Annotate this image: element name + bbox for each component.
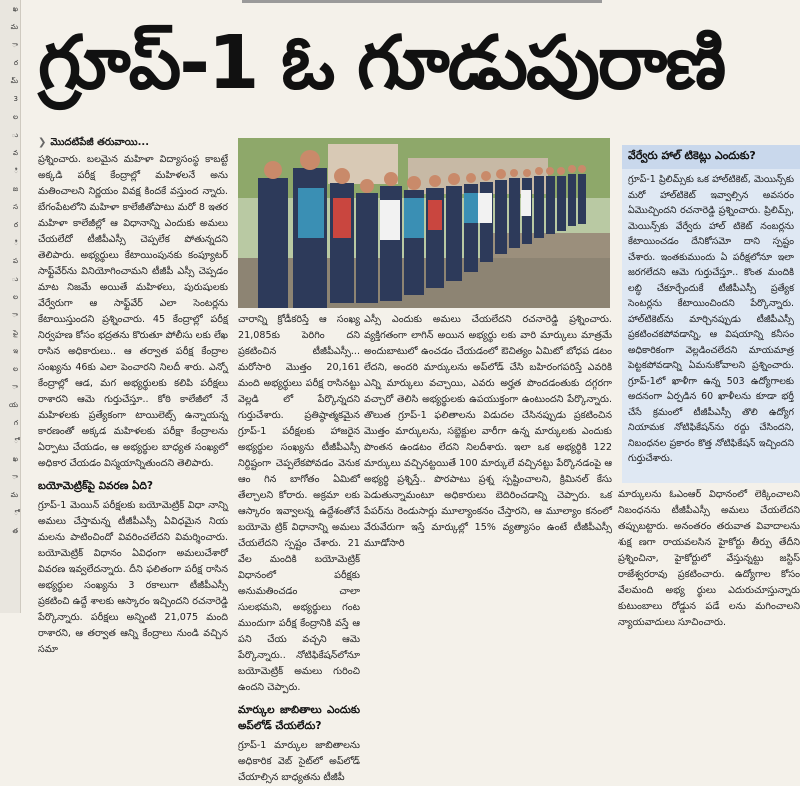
continued-kicker [38,136,149,150]
left-strip-fragment: ు [11,275,18,283]
sidebar-box-body: గ్రూప్-1 ప్రిలిమ్స్‌కు ఒక హాల్‌టికెట్, మెయిన్స్‌కు మరో హాల్‌టికెట్ ఇవ్వాల్సిన అవసరం ఏమొచ్చిందని రచనారెడ్డి ప్రశ్నించారు. ప్రిలిమ్స్, మెయిన్స్‌కు వేర్వేరు హాల్ టికెట్ నంబర్లను కేటాయించడం దేనికోసమో దాని స్పష్టం చేశారు. ఇంతకుముందు ఏ పరీక్షలోనూ ఇలా జరగలేదని ఆమె గుర్తుచేస్తూ.. కొంత మందికి లబ్ధి చేకూర్చేందుకే టీజీపీఎస్సీ ప్రత్యేక సెంటర్లను కేటాయించిందని పేర్కొన్నారు. హాల్‌టికెట్‌ను మార్చినప్పుడు టీజీపీఎస్సీ ప్రకటించకపోవడాన్ని, ఆ విషయాన్ని కనీసం అధికారికంగా వెల్లడించలేదని మాయమాత్ర పెట్టకపోవడాన్ని ఏమనుకోవాలని ప్రశ్నించారు. గ్రూప్-1లో ఖాళీగా ఉన్న 503 ఉద్యోగాలకు అదనంగా ఏర్పడిన 60 ఖాళీలను కూడా భర్తీ చేసే క్రమంలో టీజీపీఎస్సీ తొలి ఉద్యోగ నియామక నోటిఫికేషన్‌ను రద్దు చేసిందని, నిబంధనల ప్రకారం కొత్త నోటిఫికేషన్ ఇచ్చిందని గుర్తుచేశారు. [628,174,794,464]
left-strip-fragment: ఇ [13,347,18,355]
top-rule [242,0,602,3]
left-strip-fragment: 3 [13,95,18,103]
left-strip-fragment: త [12,527,18,535]
left-strip-fragment: మ [10,23,18,31]
sidebar-box-title: వేర్వేరు హాల్ టికెట్లు ఎందుకు? [622,145,800,169]
headline: గ్రూప్-1 ఓ గూడుపురాణి [38,20,725,106]
subheading-biometric: బయోమెట్రిక్‌పై వివరణ ఏది? [38,480,154,492]
left-strip-fragment: య [8,401,18,409]
article-column-3 [364,312,612,612]
left-strip-fragment: ల [13,113,18,121]
arrow-icon: ❯ [38,137,47,148]
kicker-text: మొదటిపేజీ తరువాయి... [50,137,150,148]
left-strip-fragment: ో [13,437,18,445]
paragraph: గ్రూప్-1 మెయిన్ పరీక్షలకు బయోమెట్రిక్ విధా నాన్ని అమలు చేస్తామన్న టీజీపీఎస్సీ ఏవిధమైన నియ మలను పాటించిందో వివరించలేదని విమర్శించారు. బయోమెట్రిక్ విధానం ఏవిధంగా అమలుచేశారో వివరణ ఇవ్వలేదన్నారు. దీని ఫలితంగా పరీక్ష రాసిన అభ్యర్థుల సంఖ్యను 3 రకాలుగా టీజీపీఎస్సీ ప్రకటించి ఉద్దే శాలకు ఆస్కారం ఇచ్చిందని రచనారెడ్డి పేర్కొన్నారు. పరీక్షలు అన్నింటి 21,075 మంది రాశారని, ఆ తర్వాత ఆన్ని కేంద్రాలు నుండి వచ్చిన సమా [38,500,228,655]
photo-illustration [238,138,610,308]
sidebar-box-hall-tickets [622,145,800,483]
left-strip-fragment: ా [12,383,18,391]
left-strip-fragment: జ [12,185,18,193]
article-column-5 [618,487,800,628]
article-column-2 [238,312,360,783]
left-strip-fragment: మ్ [10,77,18,85]
left-strip-fragment: ఖ [12,455,18,463]
left-strip-fragment: గ [13,419,18,427]
left-strip-fragment: ా [12,311,18,319]
paragraph: ఎస్సీ ఎందుకు అమలు చేయలేదని రచనారెడ్డి ప్రశ్నించారు. వ్యక్తిగతంగా లాగిన్ అయిన అభ్యర్థు లకు వారి మార్కులు మాత్రమే అందుబాటులో ఉంచడం చేయడంలో ఔచిత్యం ఏమిటో బోధప డటం లేదని, అందరి మార్కులను అప్‌లోడ్ చేసి బహిరంగపరిస్తే ఎవరికి ఎన్ని మార్కులు వచ్చాయి, ఎవరు అర్హత పొందడంతుకు దగ్గరగా వచ్చారో తెలిసి అభ్యర్థులకు ఉపయుక్తంగా ఉంటుందని పేర్కొన్నారు. తొలుత గ్రూప్-1 ఫలితాలను విడుదల చేసినప్పుడు ప్రకటించిన మొత్తం మార్కులను, సబ్జెక్టుల వారీగా ఉన్న మార్కులకు ఎందుకు పొంతన ఉండటం లేదని నిలదీశారు. ఇలా ఒక అభ్యర్థికి 122 మార్కులు వచ్చినట్టయితే 100 మార్కులే వచ్చినట్టు పేర్కొనడంపై ఆ అభ్యర్థి ప్రశ్నిస్తే.. పొరపాటు ప్రశ్న స్పష్టించాలని, క్రిమినల్ కేసు పెడుతున్నామంటూ అధికారులు బెదిరించడాన్ని చెప్పారు. ఒక పేపర్‌ను రెండుసార్లు మూల్యాంకనం చేస్తారని, ఆ మూల్యాం కనంలో వేరువేరుగా ఇస్తే మార్కుల్లో 15% వ్యత్యాసం ఉంటే టీజీపీఎస్సీ మూడోసారి [364,314,612,549]
left-strip-fragment: మ [10,491,18,499]
left-strip-fragment: ి [13,239,18,247]
left-strip-fragment: స [13,203,18,211]
left-strip-fragment: ి [13,167,18,175]
article-column-1 [38,152,228,655]
left-strip-fragment: ల [13,293,18,301]
news-photo-candidates-queue [238,138,610,308]
left-strip-fragment: ర [13,221,18,229]
left-strip-fragment: ల [13,365,18,373]
paragraph: గ్రూప్-1 మార్కుల జాబితాలను అధికారిక వెబ్ సైట్‌లో అప్‌లోడ్ చేయాల్సిన బాధ్యతను టీజీపీ [238,740,360,783]
left-strip-fragment: ు [11,131,18,139]
paragraph: మార్కులను ఓఎంఆర్ విధానంలో లెక్కించాలని నిబంధనను టీజీపీఎస్సీ అమలు చేయలేదని తప్పుబట్టారు. అనంతరం తరువాత వివాదాలను శుక్ష ణగా రాయవలసిన హైకోర్టు తీర్పు తేదీని ప్రశ్నించినా, హైకోర్టులో వేస్తున్నట్టు జస్టిస్ రాజేశ్వరరావు ప్రకటించారు. ఉద్యోగాల కోసం వేలమంది అభ్య ర్థులు ఎదురుచూస్తున్నారు కుటుంబాలు రోడ్డున పడే లను మగించాలని న్యాయవాదులు సూచించారు. [618,489,800,628]
left-column-fragment [0,0,21,613]
left-strip-fragment: ా [12,41,18,49]
left-strip-fragment: ో [13,509,18,517]
left-strip-fragment: ఖ [12,5,18,13]
left-strip-fragment: పై [13,329,18,337]
left-strip-fragment: ర [13,59,18,67]
left-strip-fragment: ప [13,257,18,265]
left-strip-fragment: ా [12,473,18,481]
subheading-marks-list: మార్కుల జాబితాలు ఎందుకు అప్‌లోడ్ చేయలేదు? [238,704,360,732]
left-strip-fragment: వ [13,149,18,157]
paragraph: చారాన్ని క్రోడీకరిస్తే ఆ సంఖ్య 21,085కు పెరిగిం దని ప్రకటించిన టీజీపీఎస్సీ... మరోసారి మొత్తం 20,161 మంది అభ్యర్థులు పరీక్ష రాసినట్టు వెల్లడి లో పేర్కొన్నదని గుర్తుచేశారు. ప్రతిష్ఠాత్మకమైన గ్రూప్-1 పరీక్షలకు హాజరైన అభ్యర్థుల సంఖ్యను టీజీపీఎస్సీ నిర్దిష్టంగా చెప్పలేకపోవడం వెనుక ఆం గిన బాగోతం ఏమిటో తేల్చాలని కోరారు. అక్రమా లకు ఆస్కారం ఇవ్వాలన్న ఉద్దేశంతోనే బయోమె ట్రిక్ విధానాన్ని అమలు చేయలేదని స్పష్టం చేశారు. 21 వేల మందికి బయోమెట్రిక్ విధానంలో పరీక్షకు అనుమతించడం చాలా సులభమని, అభ్యర్థులు గంట ముందుగా పరీక్ష కేంద్రానికి వస్తే ఆ పని చేయ వచ్చని ఆమె పేర్కొన్నారు.. నోటిఫికేషన్‌లోనూ బయోమెట్రిక్ అమలు గురించి ఉందని చెప్పారు. [238,314,360,693]
paragraph: ప్రశ్నించారు. బలమైన మహిళా విద్యాసంస్థ కాబట్టే అక్కడి పరీక్ష కేంద్రాల్లో మహిళలనే అను మతించాలని నిర్ణయం వివక్ష కిందకే వస్తుంద న్నారు. బేగంపేటలోని మహిళా కాలేజీతోపాటు మరో 8 ఇతర మహిళా కాలేజీల్లో ఆ విధానాన్ని ఎందుకు అమలు చేయలేదో టీజీపీఎస్సీ చెప్పలేక పోతున్నదని తెలిపారు. అభ్యర్థులు కేటాయింపునకు కంప్యూటర్ సాఫ్ట్‌వేర్‌ను వినియోగించామని టీజీపీ ఎస్సీ చెప్పడం మాట నిజమే అయితే మహిళలు, పురుషులకు వేర్వేరుగా ఆ సాఫ్ట్‌వేర్ ఎలా సెంటర్లను కేటాయిస్తుందని ప్రశ్నించారు. 45 కేంద్రాల్లో పరీక్ష నిర్వహణ కోసం భద్రతను కొరుతూ పోలీసు లకు లేఖ రాసిన అధికారులు.. ఆ తర్వాత పరీక్ష కేంద్రాల సంఖ్యను 46కు ఎలా పెంచారని నిలదీ శారు. ఎన్నో కేంద్రాల్లో ఆడ, మగ అభ్యర్థులకు కలిపి పరీక్షలు రాశారని ఆమె గుర్తుచేస్తూ.. కోఠి కాలేజీలో నే మహిళలకు ప్రత్యేకంగా టాయిలెట్స్ ఉన్నాయన్న కారణంతో అక్కడ మహిళలకు పరీక్షా కేంద్రాలను ఏర్పాటు చేయడం, ఆ అభ్యర్థుల బాధ్యత సంఖ్యలో అధికార చేయడం విస్మయాన్నితుందని తెలిపారు. [38,154,228,469]
